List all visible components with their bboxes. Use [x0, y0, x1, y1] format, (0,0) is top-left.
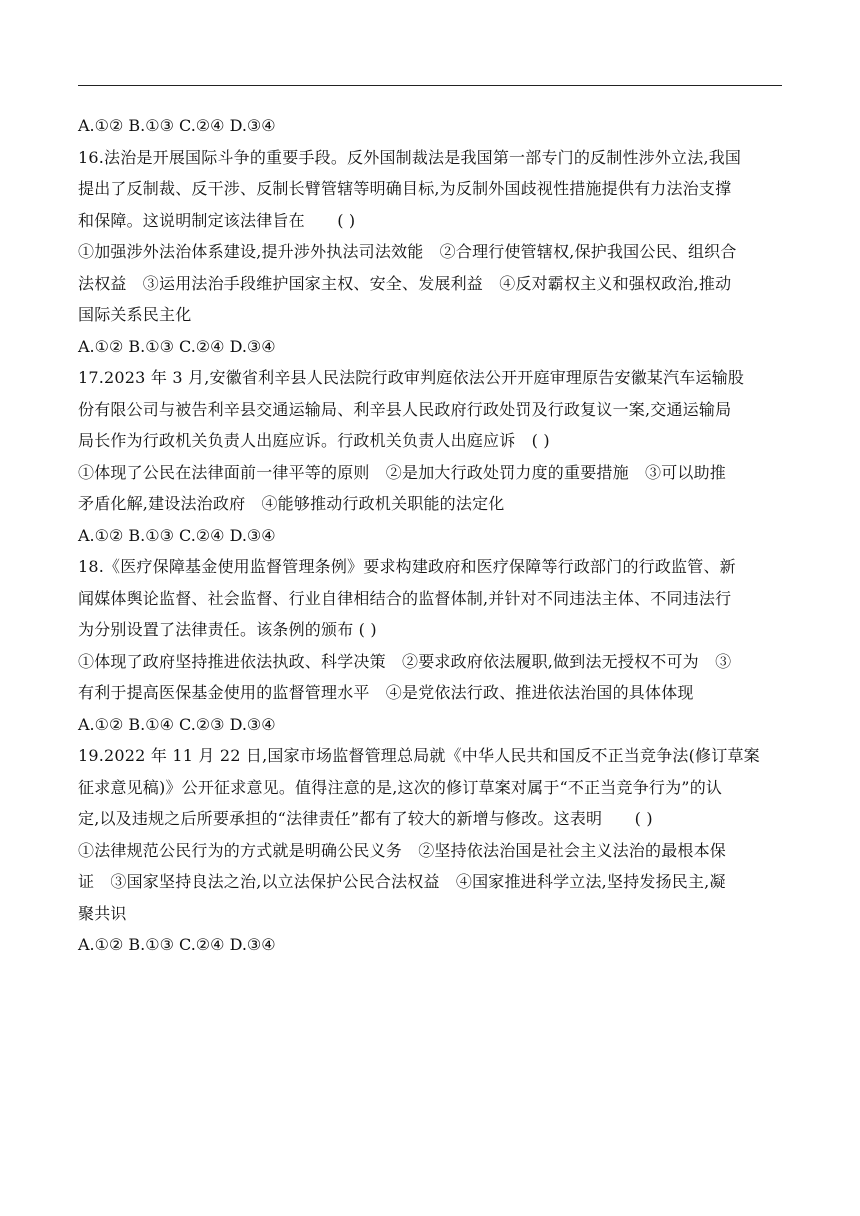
question-stem-line: 19.2022 年 11 月 22 日,国家市场监督管理总局就《中华人民共和国反不正当竞争法(修订草案	[78, 746, 760, 765]
statement-line: 矛盾化解,建设法治政府 ④能够推动行政机关职能的法定化	[78, 494, 505, 513]
answer-options: A.①② B.①③ C.②④ D.③④	[78, 525, 276, 545]
question-stem-line: 17.2023 年 3 月,安徽省利辛县人民法院行政审判庭依法公开开庭审理原告安徽某汽车运输股	[78, 368, 745, 387]
statement-line: ①法律规范公民行为的方式就是明确公民义务 ②坚持依法治国是社会主义法治的最根本保	[78, 840, 727, 860]
answer-options: A.①② B.①③ C.②④ D.③④	[78, 935, 276, 954]
question-stem-line: 和保障。这说明制定该法律旨在 ( )	[78, 210, 356, 230]
question-stem-line: 16.法治是开展国际斗争的重要手段。反外国制裁法是我国第一部专门的反制性涉外立法,我国	[78, 147, 742, 167]
statement-line: 法权益 ③运用法治手段维护国家主权、安全、发展利益 ④反对霸权主义和强权政治,推动	[78, 273, 732, 293]
answer-options: A.①② B.①③ C.②④ D.③④	[78, 116, 276, 135]
question-stem-line: 提出了反制裁、反干涉、反制长臂管辖等明确目标,为反制外国歧视性措施提供有力法治支撑	[78, 179, 732, 198]
question-stem-line: 征求意见稿)》公开征求意见。值得注意的是,这次的修订草案对属于“不正当竞争行为”的认	[78, 777, 723, 797]
statement-line: ①加强涉外法治体系建设,提升涉外执法司法效能 ②合理行使管辖权,保护我国公民、组织合	[78, 242, 737, 261]
statement-line: ①体现了政府坚持推进依法执政、科学决策 ②要求政府依法履职,做到法无授权不可为 ③	[78, 651, 732, 671]
answer-options: A.①② B.①③ C.②④ D.③④	[78, 336, 276, 356]
question-stem-line: 份有限公司与被告利辛县交通运输局、利辛县人民政府行政处罚及行政复议一案,交通运输局	[78, 399, 732, 419]
answer-options: A.①② B.①④ C.②③ D.③④	[78, 714, 276, 734]
statement-line: ①体现了公民在法律面前一律平等的原则 ②是加大行政处罚力度的重要措施 ③可以助推	[78, 462, 727, 482]
statement-line: 有利于提高医保基金使用的监督管理水平 ④是党依法行政、推进依法治国的具体体现	[78, 683, 694, 702]
question-stem-line: 闻媒体舆论监督、社会监督、行业自律相结合的监督体制,并针对不同违法主体、不同违法行	[78, 588, 732, 608]
question-stem-line: 为分别设置了法律责任。该条例的颁布 ( )	[78, 620, 377, 639]
header-rule	[78, 85, 782, 86]
question-16	[78, 142, 782, 363]
question-stem-line: 局长作为行政机关负责人出庭应诉。行政机关负责人出庭应诉 ( )	[78, 431, 550, 450]
statement-line: 国际关系民主化	[78, 305, 192, 324]
question-stem-line: 18.《医疗保障基金使用监督管理条例》要求构建政府和医疗保障等行政部门的行政监管、新	[78, 557, 736, 576]
question-17	[78, 362, 782, 551]
questions-content	[78, 110, 782, 961]
question-15-tail	[78, 110, 782, 142]
question-18	[78, 551, 782, 740]
statement-line: 聚共识	[78, 903, 127, 923]
statement-line: 证 ③国家坚持良法之治,以立法保护公民合法权益 ④国家推进科学立法,坚持发扬民主,凝	[78, 872, 726, 891]
question-19	[78, 740, 782, 961]
question-stem-line: 定,以及违规之后所要承担的“法律责任”都有了较大的新增与修改。这表明 ( )	[78, 809, 653, 828]
